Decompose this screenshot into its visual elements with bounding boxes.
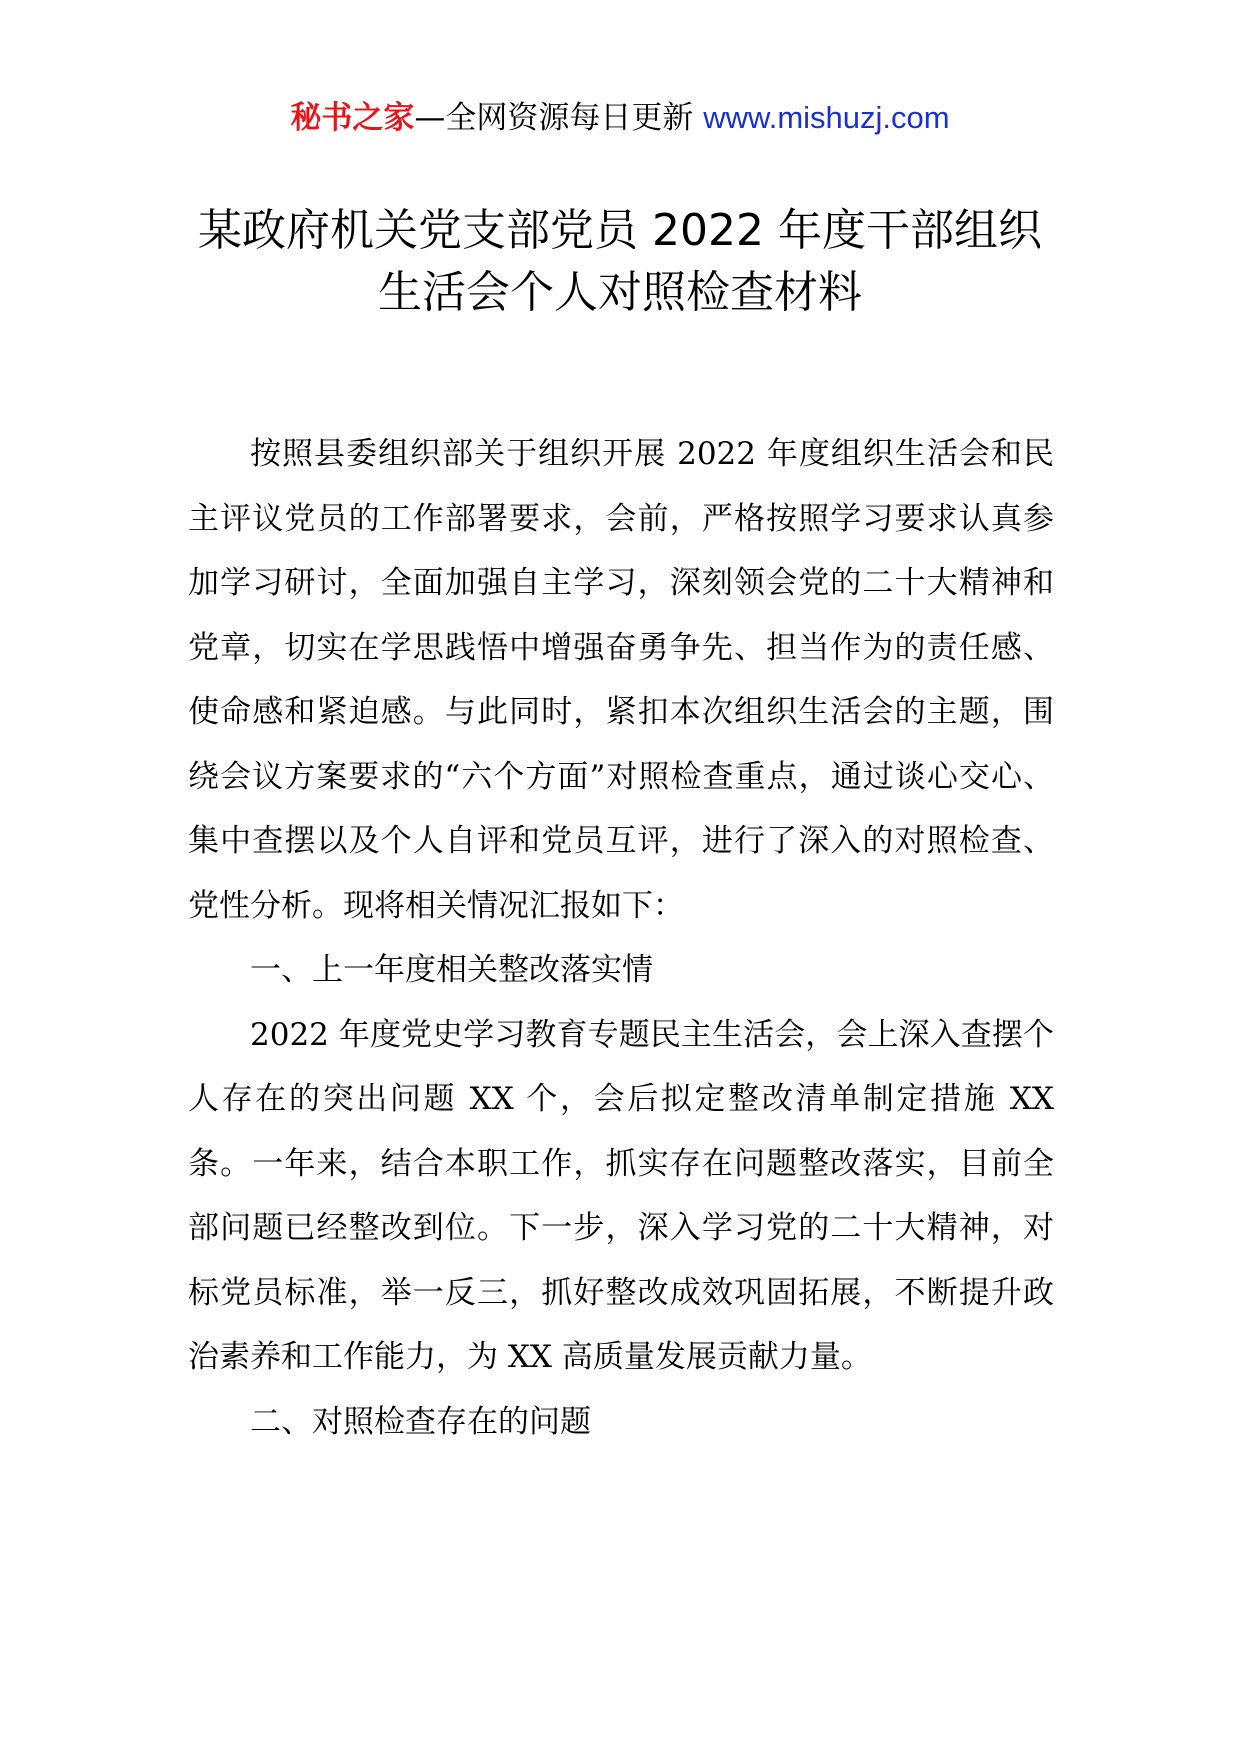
site-slogan: —全网资源每日更新 bbox=[414, 100, 704, 136]
title-line-2: 生活会个人对照检查材料 bbox=[378, 267, 862, 318]
section-heading-2: 二、对照检查存在的问题 bbox=[250, 1403, 591, 1440]
site-header bbox=[0, 98, 1240, 138]
intro-paragraph: 按照县委组织部关于组织开展 2022 年度组织生活会和民主评议党员的工作部署要求，会前，严格按照学习要求认真参加学习研讨，全面加强自主学习，深刻领会党的二十大精神和党章，切实在学思践悟中增强奋勇争先、担当作为的责任感、使命感和紧迫感。与此同时，紧扣本次组织生活会的主题，围绕会议方案要求的“六个方面”对照检查重点，通过谈心交心、集中查摆以及个人自评和党员互评，进行了深入的对照检查、党性分析。现将相关情况汇报如下： bbox=[188, 436, 1054, 924]
document-title bbox=[160, 200, 1080, 324]
document-body bbox=[188, 422, 1054, 1454]
section-heading-1: 一、上一年度相关整改落实情 bbox=[250, 952, 653, 988]
site-url-link[interactable]: www.mishuzj.com bbox=[703, 100, 950, 135]
site-brand: 秘书之家 bbox=[290, 100, 415, 136]
section-1-paragraph: 2022 年度党史学习教育专题民主生活会，会上深入查摆个人存在的突出问题 XX 个，会后拟定整改清单制定措施 XX 条。一年来，结合本职工作，抓实存在问题整改落实，目前全部问题已经整改到位。下一步，深入学习党的二十大精神，对标党员标准，举一反三，抓好整改成效巩固拓展，不断提升政治素养和工作能力，为 XX 高质量发展贡献力量。 bbox=[188, 1016, 1054, 1375]
title-line-1: 某政府机关党支部党员 2022 年度干部组织 bbox=[198, 205, 1042, 256]
